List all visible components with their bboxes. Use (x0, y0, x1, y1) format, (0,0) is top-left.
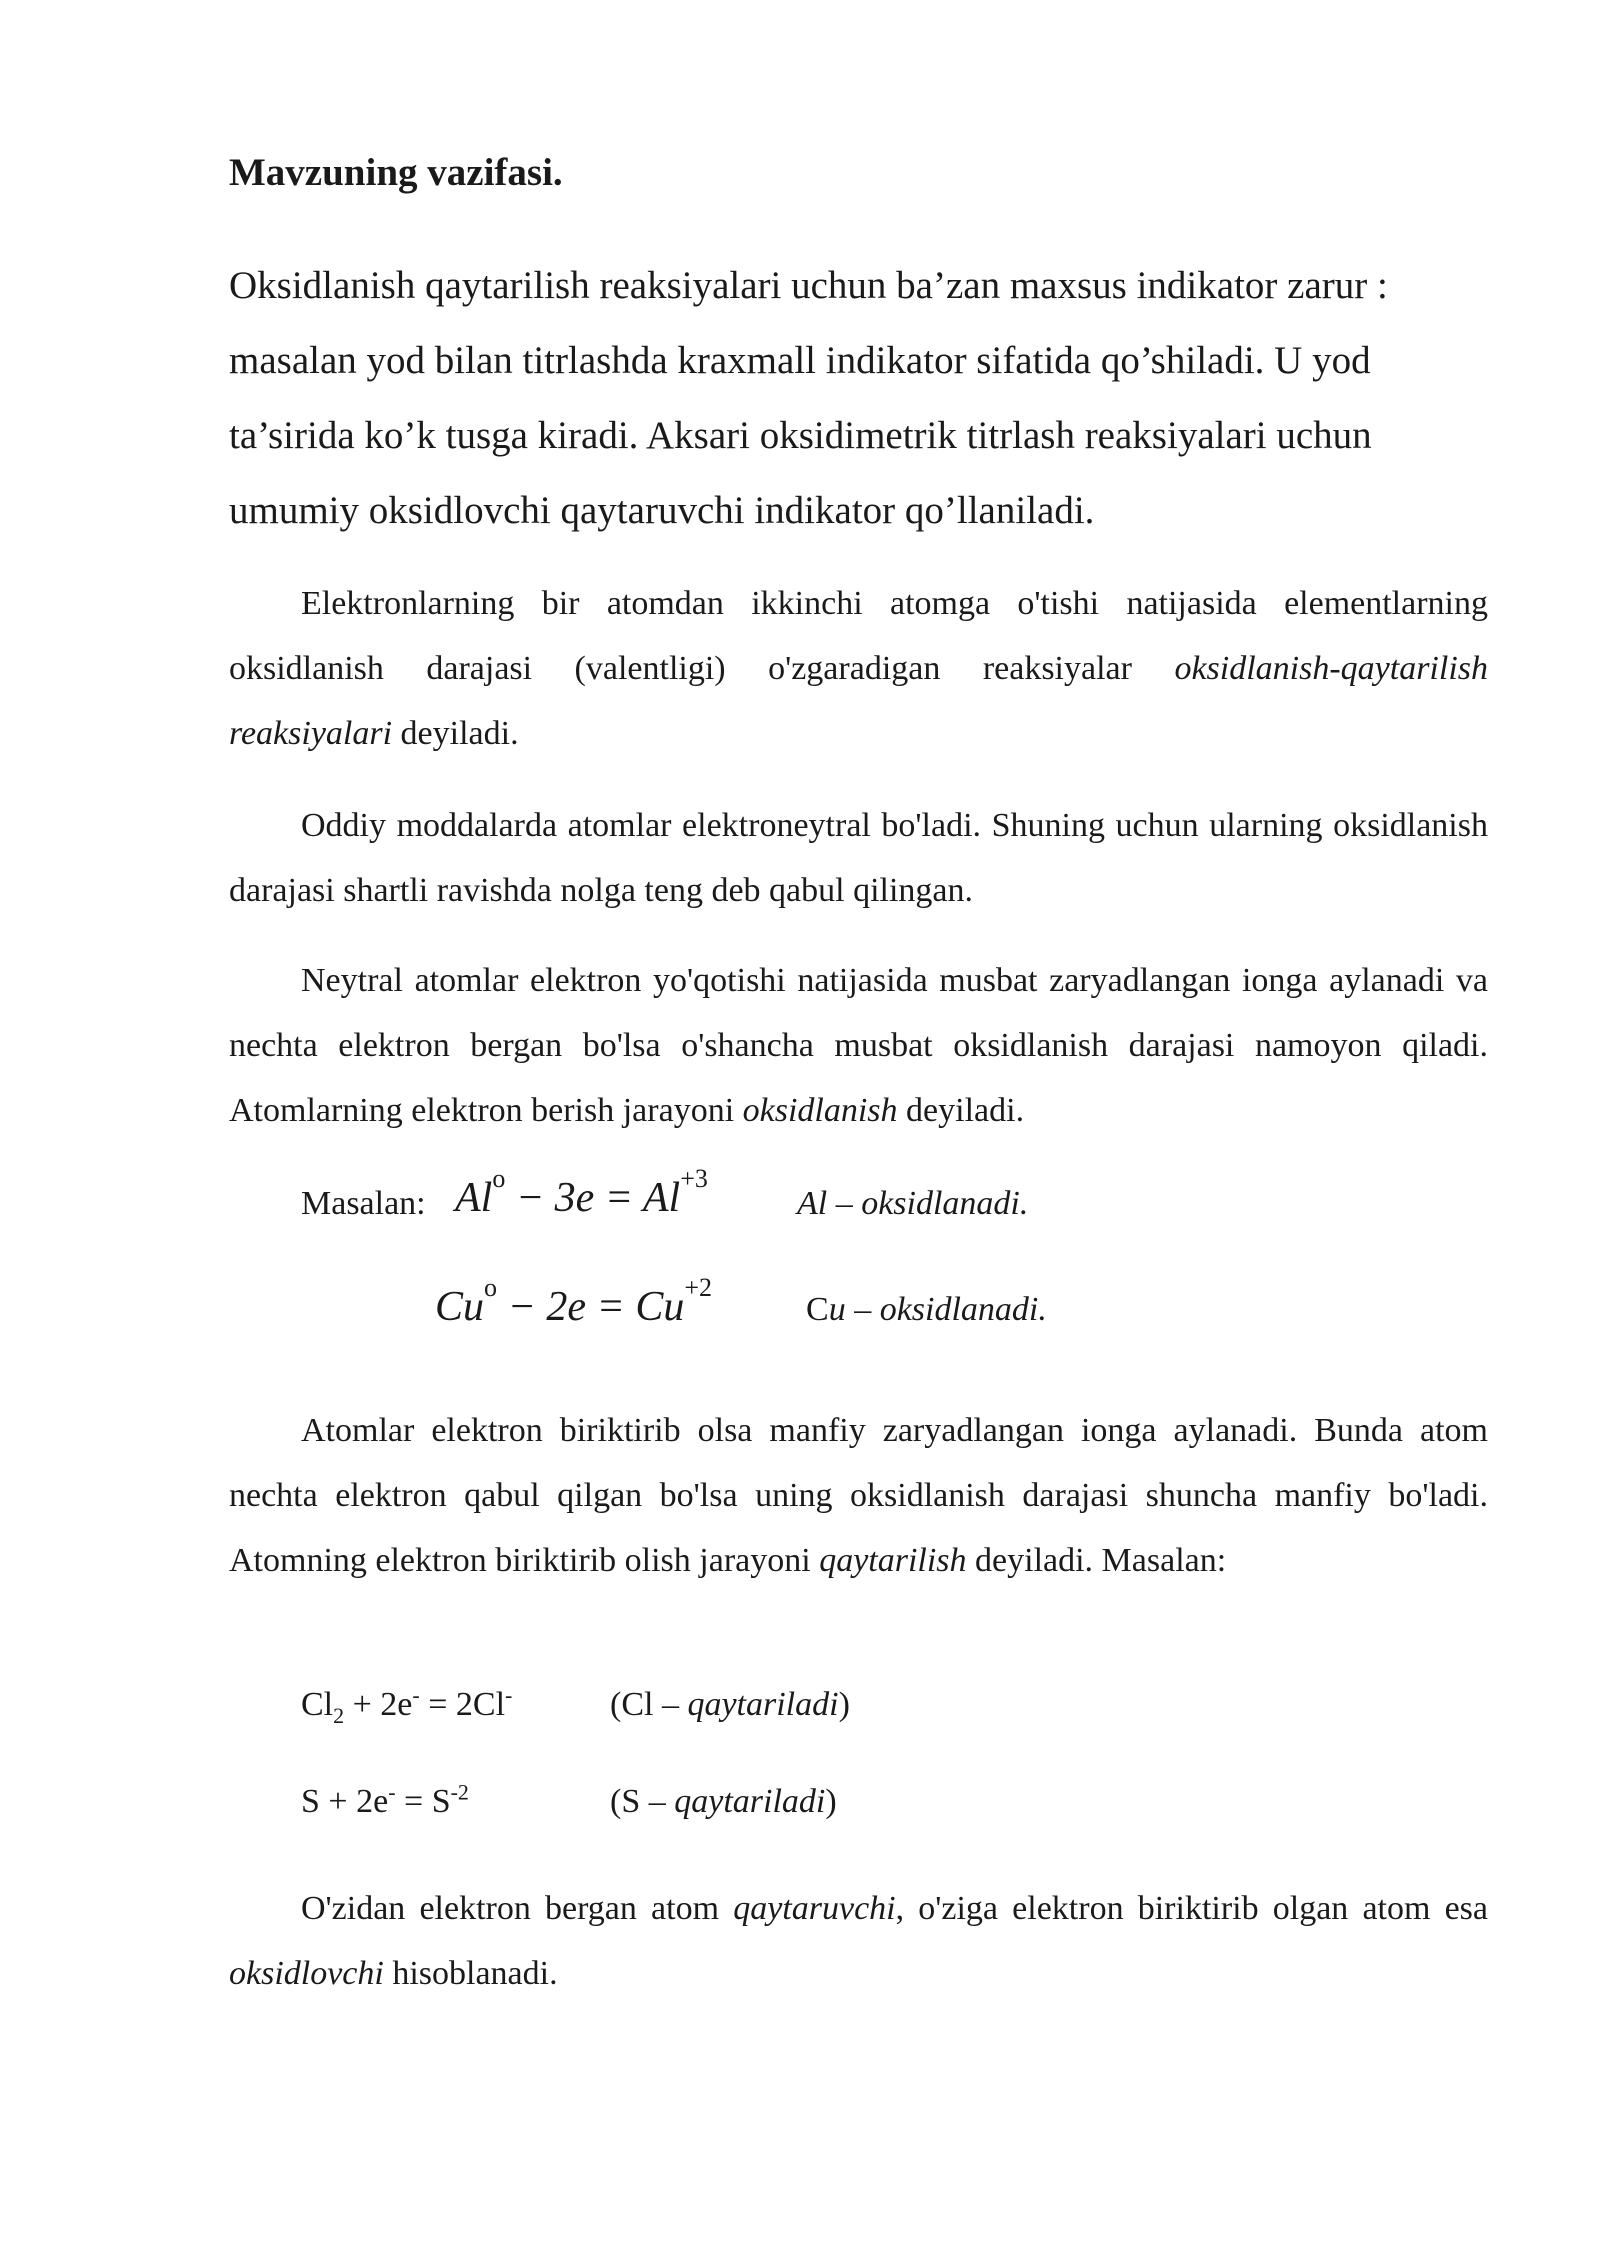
equation-al-note: Al – oksidlanadi. (797, 1185, 1029, 1222)
reaction-sulfur: $S + 2e^- = S^{-2}$ (301, 1779, 469, 1820)
reaction-chlorine: $Cl_2 + 2e^- = 2Cl^-$ (301, 1682, 513, 1728)
term-oxidation: oksidlanish (742, 1092, 898, 1129)
example-label: Masalan: (301, 1185, 426, 1222)
term-oxidizer: oksidlovchi (229, 1955, 384, 1992)
equation-al: $Al^o - 3e = Al^{+3}$ (455, 1164, 708, 1221)
term-redox: oksidlanish-qaytarilish reaksiyalari (229, 650, 1488, 752)
reduction-paragraph: Atomlar elektron biriktirib olsa manfiy zaryadlangan ionga aylanadi. Bunda atom nechta elektron qabul qilgan bo'lsa uning oksidlanish darajasi shuncha manfiy bo'ladi. Atomning elektron biriktirib olish jarayoni qaytarilish deyiladi. Masalan: (229, 1412, 1488, 1579)
reaction-chlorine-note: (Cl – qaytariladi) (610, 1686, 850, 1723)
reaction-sulfur-note: (S – qaytariladi) (610, 1783, 837, 1820)
equation-cu-note: Cu – oksidlanadi. (806, 1291, 1047, 1328)
definition-paragraph: Elektronlarning bir atomdan ikkinchi atomga o'tishi natijasida elementlarning oksidlanish darajasi (valentligi) o'zgaradigan reaksiyalar oksidlanish-qaytarilish reaksiyalari deyiladi. (229, 585, 1488, 752)
agents-paragraph: O'zidan elektron bergan atom qaytaruvchi, o'ziga elektron biriktirib olgan atom esa oksidlovchi hisoblanadi. (229, 1890, 1488, 1992)
simple-substances-paragraph: Oddiy moddalarda atomlar elektroneytral bo'ladi. Shuning uchun ularning oksidlanish darajasi shartli ravishda nolga teng deb qabul qilingan. (229, 807, 1488, 909)
term-reducer: qaytaruvchi (733, 1890, 896, 1927)
equation-cu: $Cu^o - 2e = Cu^{+2}$ (435, 1273, 713, 1330)
section-heading: Mavzuning vazifasi. (229, 151, 563, 194)
intro-paragraph: Oksidlanish qaytarilish reaksiyalari uchun ba’zan maxsus indikator zarur : masalan yod bilan titrlashda kraxmall indikator sifatida qo’shiladi. U yod ta’sirida ko’k tusga kiradi. Aksari oksidimetrik titrlash reaksiyalari uchun umumiy oksidlovchi qaytaruvchi indikator qo’llaniladi. (229, 264, 1388, 532)
term-reduction: qaytarilish (819, 1542, 967, 1579)
oxidation-paragraph: Neytral atomlar elektron yo'qotishi natijasida musbat zaryadlangan ionga aylanadi va nechta elektron bergan bo'lsa o'shancha musbat oksidlanish darajasi namoyon qiladi. Atomlarning elektron berish jarayoni oksidlanish deyiladi. (229, 962, 1488, 1129)
